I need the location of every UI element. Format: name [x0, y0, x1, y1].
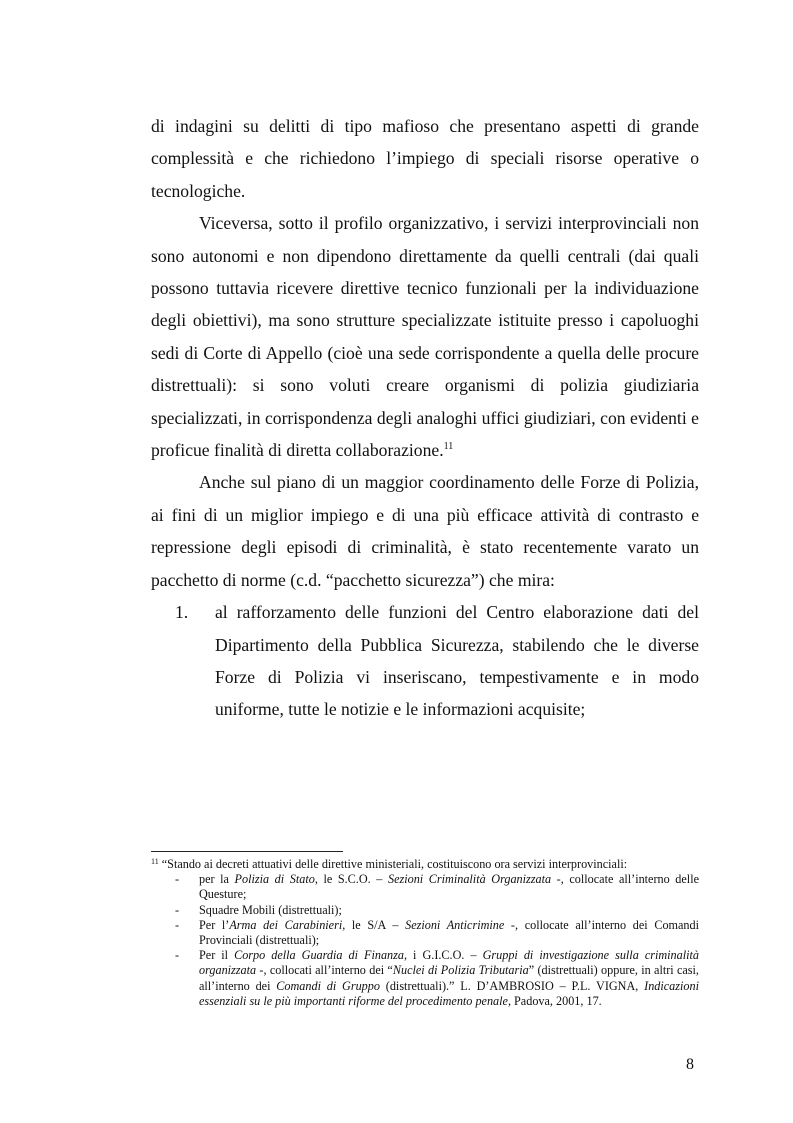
- dash-bullet: -: [175, 917, 180, 932]
- footnote-number: 11: [151, 857, 159, 866]
- footnote-item-squadre-mobili: - Squadre Mobili (distrettuali);: [175, 902, 342, 917]
- dash-bullet: -: [175, 872, 180, 887]
- paragraph-1: di indagini su delitti di tipo mafioso che presentano aspetti di grande complessità e che richiedono l’impiego di speciali risorse operative o tecnologiche.: [151, 116, 699, 201]
- footnote-item-polizia: - per la Polizia di Stato, le S.C.O. – Sezioni Criminalità Organizzata -, collocate all’interno delle Questure;: [175, 872, 699, 902]
- dash-bullet: -: [175, 902, 180, 917]
- footnote-item-guardia-finanza: - Per il Corpo della Guardia di Finanza, i G.I.C.O. – Gruppi di investigazione sulla criminalità organizzata -, collocati all’interno dei “Nuclei di Polizia Tributaria” (distrettuali) oppure, in altri casi, all’interno dei Comandi di Gruppo (distrettuali).” L. D’AMBROSIO – P.L. VIGNA, Indicazioni essenziali su le più importanti riforme del procedimento penale, Padova, 2001, 17.: [175, 948, 699, 1008]
- footnote-separator: [151, 851, 343, 852]
- page-number: 8: [686, 1056, 694, 1073]
- paragraph-3: Anche sul piano di un maggior coordinamento delle Forze di Polizia, ai fini di un miglior impiego e di una più efficace attività di contrasto e repressione degli episodi di criminalità, è stato recentemente varato un pacchetto di norme (c.d. “pacchetto sicurezza”) che mira:: [151, 472, 699, 590]
- footnotes: [151, 857, 699, 1009]
- main-text: [151, 110, 699, 726]
- paragraph-2: [151, 207, 699, 466]
- footnote-item-carabinieri: - Per l’Arma dei Carabinieri, le S/A – Sezioni Anticrimine -, collocate all’interno dei Comandi Provinciali (distrettuali);: [175, 917, 700, 948]
- list-item-number: 1.: [175, 602, 189, 623]
- list-item-1: [151, 596, 699, 726]
- footnote-ref-11: 11: [443, 441, 454, 453]
- footnote-11-intro: $^{11}$ “Stando ai decreti attuativi delle direttive ministeriali, costituiscono ora servizi interprovinciali:: [151, 857, 628, 871]
- dash-bullet: -: [175, 948, 180, 963]
- paragraph-2-text: Viceversa, sotto il profilo organizzativo, i servizi interprovinciali non sono autonomi e non dipendono direttamente da quelli centrali (dai quali possono tuttavia ricevere direttive tecnico funzionali per la individuazione degli obiettivi), ma sono strutture specializzate istituite presso i capoluoghi sedi di Corte di Appello (cioè una sede corrispondente a quella delle procure distrettuali): si sono voluti creare organismi di polizia giudiziaria specializzati, in corrispondenza degli analoghi uffici giudiziari, con evidenti e proficue finalità di diretta collaborazione.: [151, 213, 699, 461]
- list-item-text: al rafforzamento delle funzioni del Centro elaborazione dati del Dipartimento della Pubblica Sicurezza, stabilendo che le diverse Forze di Polizia vi inseriscano, tempestivamente e in modo uniforme, tutte le notizie e le informazioni acquisite;: [215, 602, 699, 720]
